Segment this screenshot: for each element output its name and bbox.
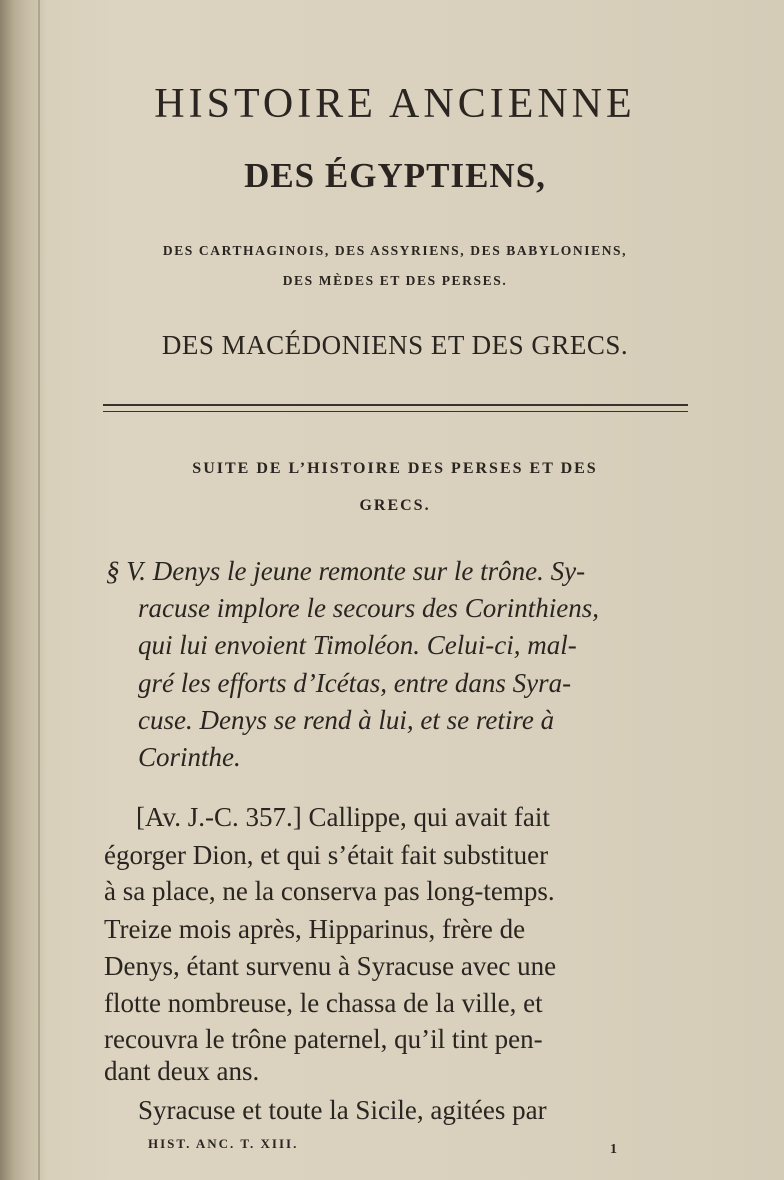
body-line: [Av. J.-C. 357.] Callippe, qui avait fait <box>136 802 550 832</box>
section-heading-line-1: SUITE DE L’HISTOIRE DES PERSES ET DES <box>192 460 598 477</box>
page-number: 1 <box>610 1142 617 1157</box>
summary-line: racuse implore le secours des Corinthiens, <box>138 593 599 623</box>
body-line: égorger Dion, et qui s’était fait substituer <box>104 840 549 870</box>
signature-mark: HIST. ANC. T. XIII. <box>148 1136 299 1151</box>
summary-line: cuse. Denys se rend à lui, et se retire à <box>138 705 555 735</box>
body-line: Syracuse et toute la Sicile, agitées par <box>138 1095 547 1125</box>
summary-line: qui lui envoient Timoléon. Celui-ci, mal- <box>138 630 577 660</box>
title-line-2: DES ÉGYPTIENS, <box>244 156 546 195</box>
body-line: Denys, étant survenu à Syracuse avec une <box>104 951 557 981</box>
subtitle-line-2: DES MÈDES ET DES PERSES. <box>282 273 508 288</box>
body-line: recouvra le trône paternel, qu’il tint pen- <box>104 1024 543 1054</box>
body-line: flotte nombreuse, le chassa de la ville, et <box>104 988 543 1018</box>
summary-line: gré les efforts d’Icétas, entre dans Syra- <box>138 668 572 698</box>
title-line-3: DES MACÉDONIENS ET DES GRECS. <box>161 330 629 360</box>
body-line: Treize mois après, Hipparinus, frère de <box>104 914 526 944</box>
title-line-1: HISTOIRE ANCIENNE <box>154 81 636 127</box>
double-rule-bottom <box>103 411 688 412</box>
summary-line: Corinthe. <box>138 742 241 772</box>
body-line: dant deux ans. <box>104 1056 260 1086</box>
body-line: à sa place, ne la conserva pas long-temps. <box>104 876 555 906</box>
subtitle-line-1: DES CARTHAGINOIS, DES ASSYRIENS, DES BABYLONIENS, <box>162 243 628 258</box>
binding-edge <box>38 0 40 1180</box>
double-rule-top <box>103 404 688 406</box>
section-heading-line-2: GRECS. <box>359 497 431 514</box>
summary-line: § V. Denys le jeune remonte sur le trône. Sy- <box>106 556 586 586</box>
